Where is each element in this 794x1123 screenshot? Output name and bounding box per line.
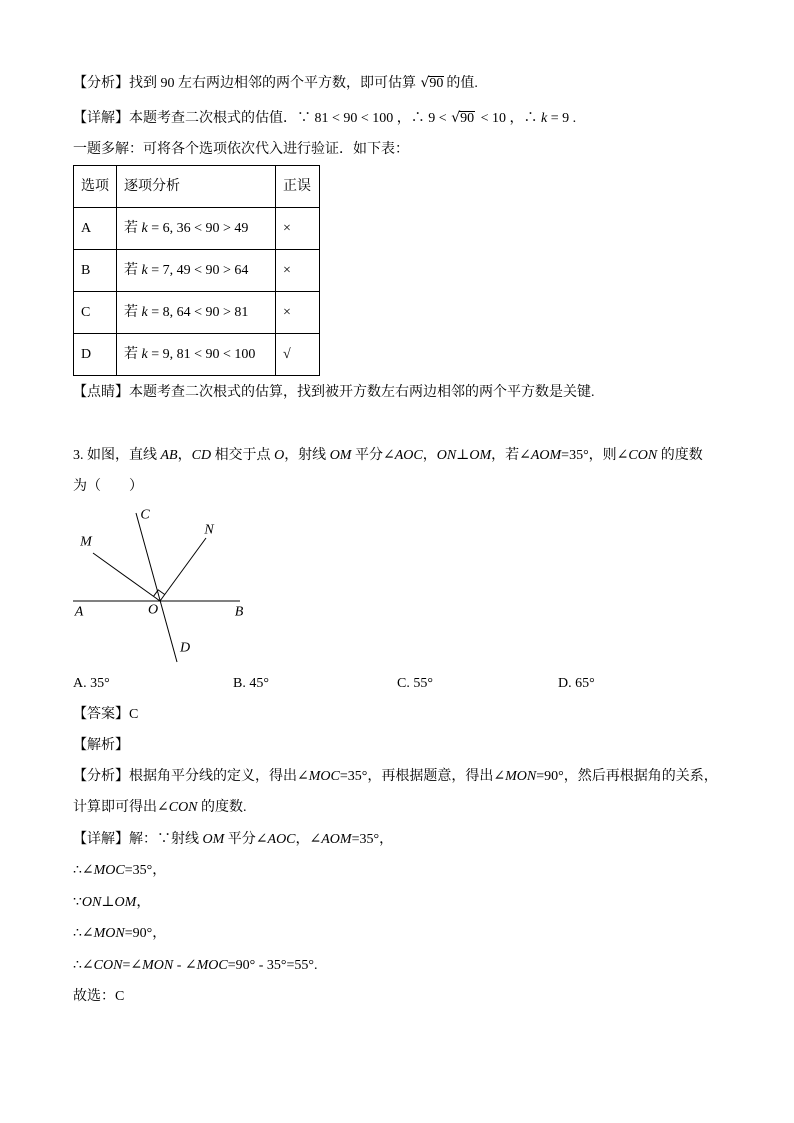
stem-text: ，若∠ (491, 448, 531, 463)
separator-1: ，∴ (393, 111, 429, 126)
step-text: ∴∠ (73, 863, 94, 878)
row-analysis (117, 334, 276, 376)
header-analysis: 逐项分析 (117, 166, 276, 208)
step-var: MOC (196, 958, 228, 973)
detail-text: 本题考查二次根式的估值．∵ (129, 111, 315, 126)
analysis-text-end: 的值. (446, 76, 478, 91)
separator-2: ，∴ (506, 111, 542, 126)
detail-tag: 【详解】 (73, 111, 129, 126)
line-cd (136, 513, 177, 662)
stem-text: ⊥ (456, 448, 470, 463)
step-text: =90° - 35°=55°. (227, 958, 318, 973)
analysis-check: = 9, 81 < 90 < 100 (147, 346, 256, 362)
prev-analysis-line (73, 73, 478, 93)
stem-var: O (274, 448, 285, 463)
row-verdict: × (276, 250, 320, 292)
analysis-prefix: 若 (124, 304, 142, 320)
label-m: M (80, 534, 92, 550)
analysis-check: = 7, 49 < 90 > 64 (147, 262, 249, 278)
explanation-tag: 【解析】 (73, 738, 129, 753)
detail-var: OM (202, 832, 225, 847)
key-point-text: 本题考查二次根式的估算，找到被开方数左右两边相邻的两个平方数是关键. (129, 385, 595, 400)
variable-k: k (141, 346, 148, 362)
inequality-1: 81 < 90 < 100 (314, 111, 394, 126)
detail-text: 解：∵射线 (129, 832, 203, 847)
radicand: 90 (429, 76, 444, 91)
step-text: ∴∠ (73, 958, 94, 973)
analysis-prefix: 若 (124, 346, 142, 362)
prev-key-point-line (73, 383, 595, 403)
stem-var: CD (191, 448, 212, 463)
explanation-detail-line (73, 830, 393, 850)
detail-result: = 9 (547, 111, 570, 126)
question-stem-line-1 (73, 446, 703, 466)
table-row (74, 292, 320, 334)
step-text: - ∠ (173, 958, 197, 973)
stem-text: ， (422, 448, 437, 463)
explanation-analysis-line-1 (73, 767, 718, 787)
step-var: MON (93, 926, 125, 941)
solution-step-3 (73, 924, 166, 944)
step-var: MON (142, 958, 174, 973)
variable-k: k (141, 262, 148, 278)
ray-on (160, 538, 206, 601)
analysis-prefix: 若 (124, 220, 142, 236)
analysis-text: =35°，再根据题意，得出∠ (339, 769, 506, 784)
label-n: N (204, 522, 214, 538)
analysis-text: 找到 90 左右两边相邻的两个平方数，即可估算 (129, 76, 420, 91)
detail-text: 平分∠ (224, 832, 268, 847)
question-stem-line-2: 为（ ） (73, 479, 143, 494)
detail-text: ，∠ (295, 832, 322, 847)
stem-text: ，射线 (284, 448, 330, 463)
stem-var: AOM (530, 448, 562, 463)
answer-line (73, 705, 138, 725)
row-option: A (74, 208, 117, 250)
row-analysis (117, 208, 276, 250)
solution-step-1 (73, 861, 166, 881)
analysis-tag: 【分析】 (73, 769, 129, 784)
analysis-check: = 6, 36 < 90 > 49 (147, 220, 249, 236)
sqrt-sign: √ (420, 75, 430, 91)
analysis-prefix: 若 (124, 262, 142, 278)
inequality-2-right: < 10 (477, 111, 507, 126)
label-c: C (140, 507, 150, 523)
step-var: MOC (93, 863, 125, 878)
key-point-tag: 【点睛】 (73, 385, 129, 400)
stem-text: 的度数 (657, 448, 703, 463)
solution-step-4 (73, 956, 317, 976)
option-d: D. 65° (558, 676, 595, 691)
option-c: C. 55° (397, 676, 433, 691)
detail-text: =35°， (351, 832, 394, 847)
row-verdict: × (276, 292, 320, 334)
stem-var: CON (628, 448, 658, 463)
step-var: OM (114, 895, 137, 910)
analysis-var: MOC (308, 769, 340, 784)
header-option: 选项 (74, 166, 117, 208)
stem-var: OM (329, 448, 352, 463)
label-a: A (74, 604, 84, 620)
answer-value: C (129, 707, 139, 722)
step-text: ⊥ (101, 895, 115, 910)
step-var: CON (93, 958, 123, 973)
sqrt-sign: √ (451, 110, 461, 126)
table-row (74, 208, 320, 250)
analysis-text: 计算即可得出∠ (73, 800, 169, 815)
answer-tag: 【答案】 (73, 707, 129, 722)
analysis-text: 的度数. (197, 800, 247, 815)
row-verdict: × (276, 208, 320, 250)
stem-var: OM (469, 448, 492, 463)
step-text: =35°， (124, 863, 167, 878)
step-text: =∠ (122, 958, 143, 973)
analysis-text: =90°，然后再根据角的关系， (536, 769, 718, 784)
inequality-2-left: 9 < (428, 111, 451, 126)
stem-text: =35°，则∠ (561, 448, 629, 463)
stem-text: ， (177, 448, 192, 463)
stem-text: 平分∠ (351, 448, 395, 463)
explanation-analysis-line-2 (73, 798, 247, 818)
label-o: O (147, 602, 159, 618)
step-text: ， (136, 895, 151, 910)
row-analysis (117, 250, 276, 292)
radicand: 90 (460, 111, 475, 126)
table-row (74, 334, 320, 376)
geometry-figure (60, 500, 260, 670)
stem-var: AOC (394, 448, 423, 463)
table-header-row (74, 166, 320, 208)
step-var: ON (81, 895, 102, 910)
stem-text: 3. 如图，直线 (73, 448, 161, 463)
detail-tag: 【详解】 (73, 832, 129, 847)
variable-k: k (541, 111, 548, 126)
verification-table (73, 165, 320, 376)
step-text: ∵ (73, 895, 82, 910)
detail-var: AOM (321, 832, 352, 847)
stem-text: 相交于点 (211, 448, 275, 463)
option-a: A. 35° (73, 676, 110, 691)
label-d: D (179, 640, 191, 656)
row-verdict: √ (276, 334, 320, 376)
analysis-check: = 8, 64 < 90 > 81 (147, 304, 249, 320)
analysis-var: CON (168, 800, 198, 815)
analysis-var: MON (505, 769, 537, 784)
detail-var: AOC (267, 832, 296, 847)
multi-solution-intro: 一题多解：可将各个选项依次代入进行验证．如下表： (73, 142, 409, 157)
analysis-tag: 【分析】 (73, 76, 129, 91)
label-b: B (234, 604, 244, 620)
stem-var: AB (160, 448, 178, 463)
analysis-text: 根据角平分线的定义，得出∠ (129, 769, 309, 784)
stem-var: ON (436, 448, 457, 463)
row-analysis (117, 292, 276, 334)
step-text: ∴∠ (73, 926, 94, 941)
conclusion: 故选：C (73, 989, 125, 1004)
header-verdict: 正误 (276, 166, 320, 208)
row-option: B (74, 250, 117, 292)
detail-end: . (569, 111, 577, 126)
row-option: D (74, 334, 117, 376)
row-option: C (74, 292, 117, 334)
step-text: =90°， (124, 926, 167, 941)
ray-om (93, 553, 160, 601)
variable-k: k (141, 220, 148, 236)
table-row (74, 250, 320, 292)
option-b: B. 45° (233, 676, 269, 691)
prev-detail-line (73, 108, 576, 128)
solution-step-2 (73, 893, 150, 913)
variable-k: k (141, 304, 148, 320)
